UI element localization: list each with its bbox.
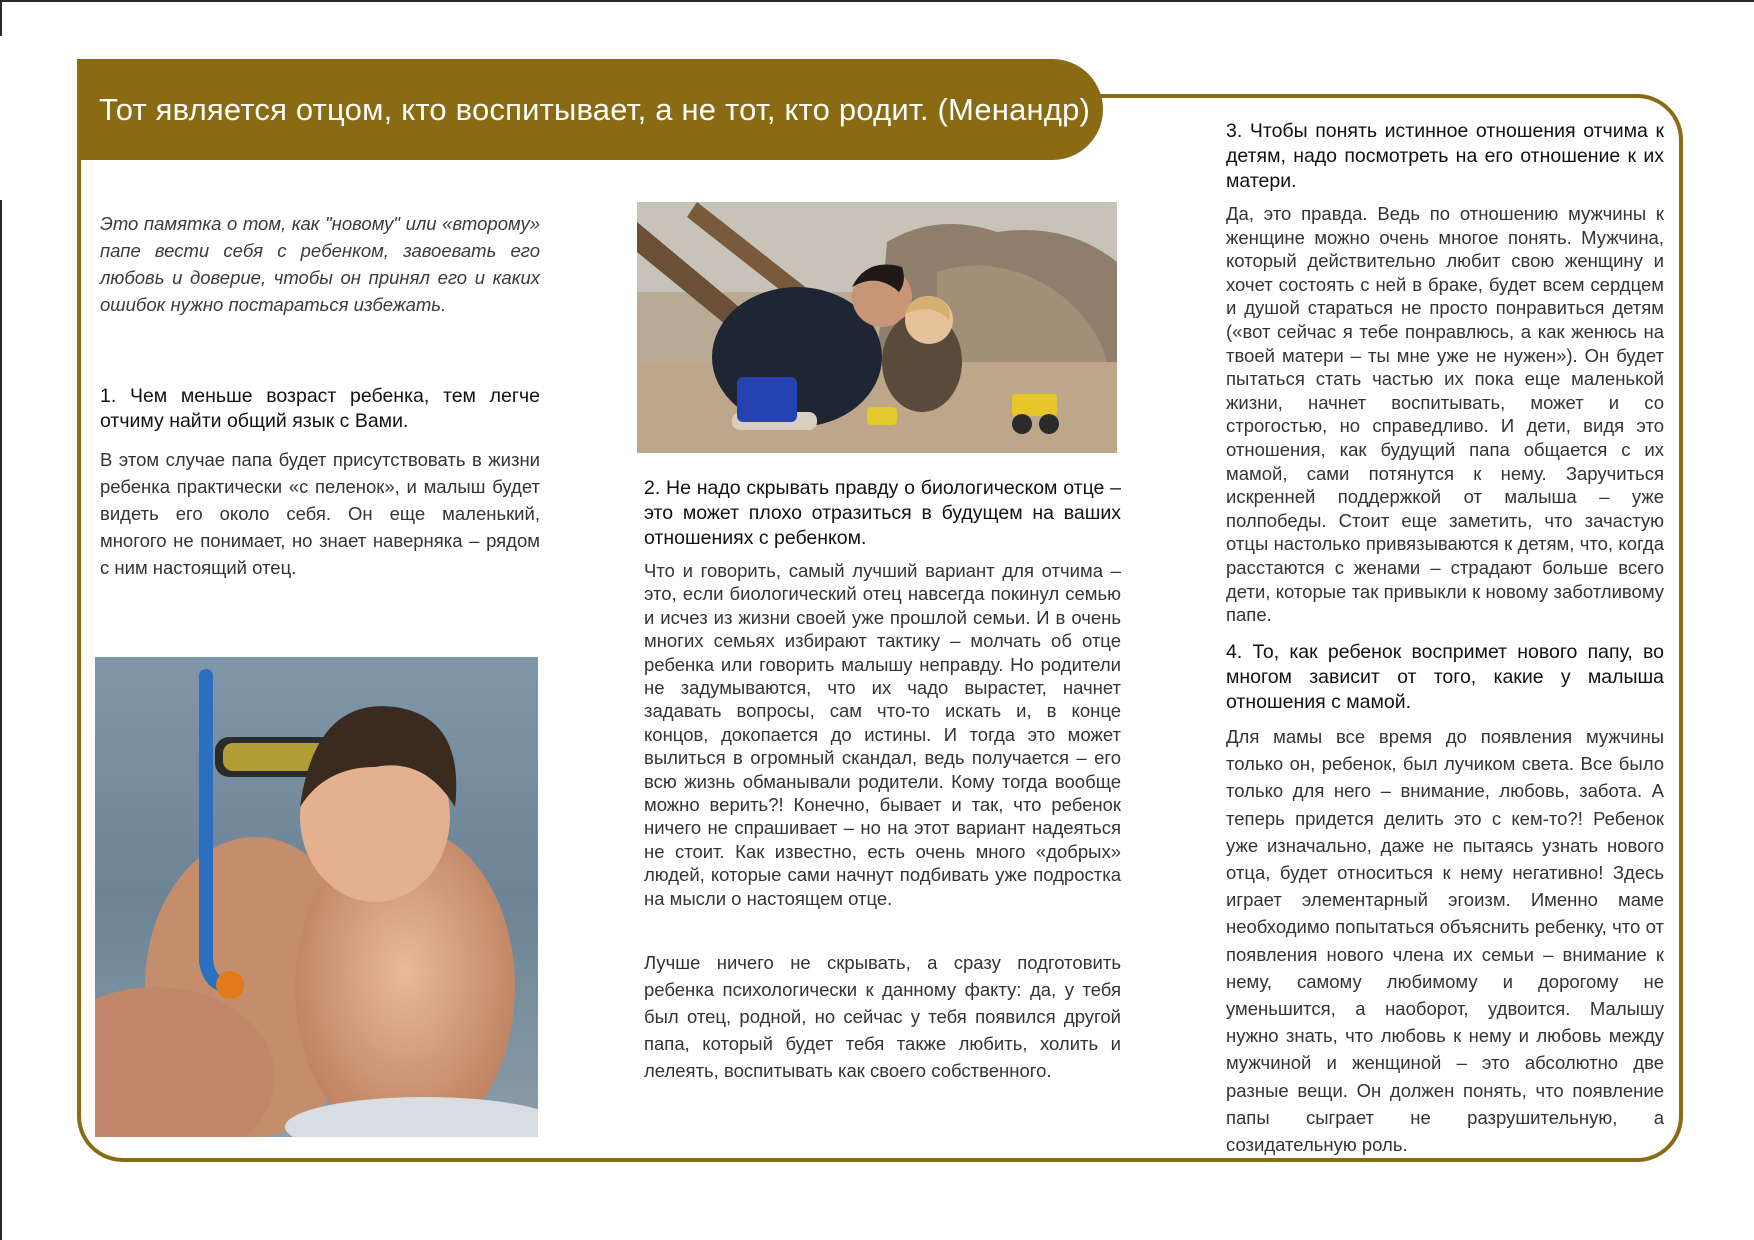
page-edge-top	[0, 0, 1754, 2]
section-1-body: В этом случае папа будет присутствовать в жизни ребенка практически «с пеленок», и малыш будет видеть его около себя. Он еще маленький, многого не понимает, но знает наверняка – рядом с ним настоящий отец.	[100, 449, 540, 578]
section-3-heading: 3. Чтобы понять истинное отношения отчима к детям, надо посмотреть на его отношение к их матери.	[1226, 120, 1664, 192]
photo-father-child-sea	[95, 657, 538, 1137]
title-banner	[77, 59, 1103, 160]
section-2-heading: 2. Не надо скрывать правду о биологическом отце – это может плохо отразиться в будущем на ваших отношениях с ребенком.	[644, 477, 1121, 549]
beach-photo	[637, 202, 1117, 453]
page-title: Тот является отцом, кто воспитывает, а не тот, кто родит. (Менандр)	[99, 91, 1091, 127]
photo-father-son-beach	[637, 202, 1117, 453]
section-3-body: Да, это правда. Ведь по отношению мужчины к женщине можно очень многое понять. Мужчина, который действительно любит свою женщину и хочет состоять с ней в браке, будет всем сердцем и душой стараться не просто понравиться детям («вот сейчас я тебе понравлюсь, а как женюсь на твоей матери – ты мне уже не нужен»). Он будет пытаться стать частью их пока еще маленькой жизни, начнет воспитывать, может и со строгостью, но справедливо. И дети, видя это отношения, как будущий папа общается с их мамой, сами потянутся к нему. Заручиться искренней поддержкой от малыша – уже полпобеды. Стоит еще заметить, что зачастую отцы настолько привязываются к детям, что, когда расстаются с женами – страдают больше всего дети, которые так привыкли к новому заботливому папе.	[1226, 203, 1664, 626]
page-edge-left	[0, 0, 2, 36]
page-edge-left-lower	[0, 200, 2, 1240]
section-4-body: Для мамы все время до появления мужчины только он, ребенок, был лучиком света. Все было только для него – внимание, любовь, забота. А теперь придется делить это с кем-то?! Ребенок уже изначально, даже не пытаясь узнать нового отца, будет относиться к нему негативно! Здесь играет элементарный эгоизм. Именно маме необходимо попытаться объяснить ребенку, что от появления нового члена их семьи – внимание к нему, самому любимому и дорогому не уменьшится, а наоборот, удвоится. Малышу нужно знать, что любовь к нему и любовь между мужчиной и женщиной – это абсолютно две разные вещи. Он должен понять, что появление папы сыграет не разрушительную, а созидательную роль.	[1226, 726, 1664, 1156]
snorkel-photo	[95, 657, 538, 1137]
section-2-body-2: Лучше ничего не скрывать, а сразу подготовить ребенка психологически к данному факту: да, у тебя был отец, родной, но сейчас у тебя появился другой папа, который будет тебя также любить, холить и лелеять, воспитывать как своего собственного.	[644, 952, 1121, 1081]
section-4-heading: 4. То, как ребенок воспримет нового папу, во многом зависит от того, какие у малыша отношения с мамой.	[1226, 641, 1664, 713]
section-1-heading: 1. Чем меньше возраст ребенка, тем легче отчиму найти общий язык с Вами.	[100, 385, 540, 432]
section-2-body-1: Что и говорить, самый лучший вариант для отчима – это, если биологический отец навсегда покинул семью и исчез из жизни своей уже прошлой семьи. И в очень многих семьях избирают тактику – молчать об отце ребенка или говорить малышу неправду. Но родители не задумываются, что их чадо вырастет, начнет задавать вопросы, сам что-то искать и, в конце концов, докопается до истины. И тогда это может вылиться в огромный скандал, ведь получается – его всю жизнь обманывали родители. Кому тогда вообще можно верить?! Конечно, бывает и так, что ребенок ничего не спрашивает – но на этот вариант надеяться не стоит. Как известно, есть очень много «добрых» людей, которые сами начнут подбивать уже подростка на мысли о настоящем отце.	[644, 560, 1121, 909]
intro-paragraph: Это памятка о том, как "новому" или «второму» папе вести себя с ребенком, завоевать его любовь и доверие, чтобы он принял его и каких ошибок нужно постараться избежать.	[100, 213, 540, 315]
